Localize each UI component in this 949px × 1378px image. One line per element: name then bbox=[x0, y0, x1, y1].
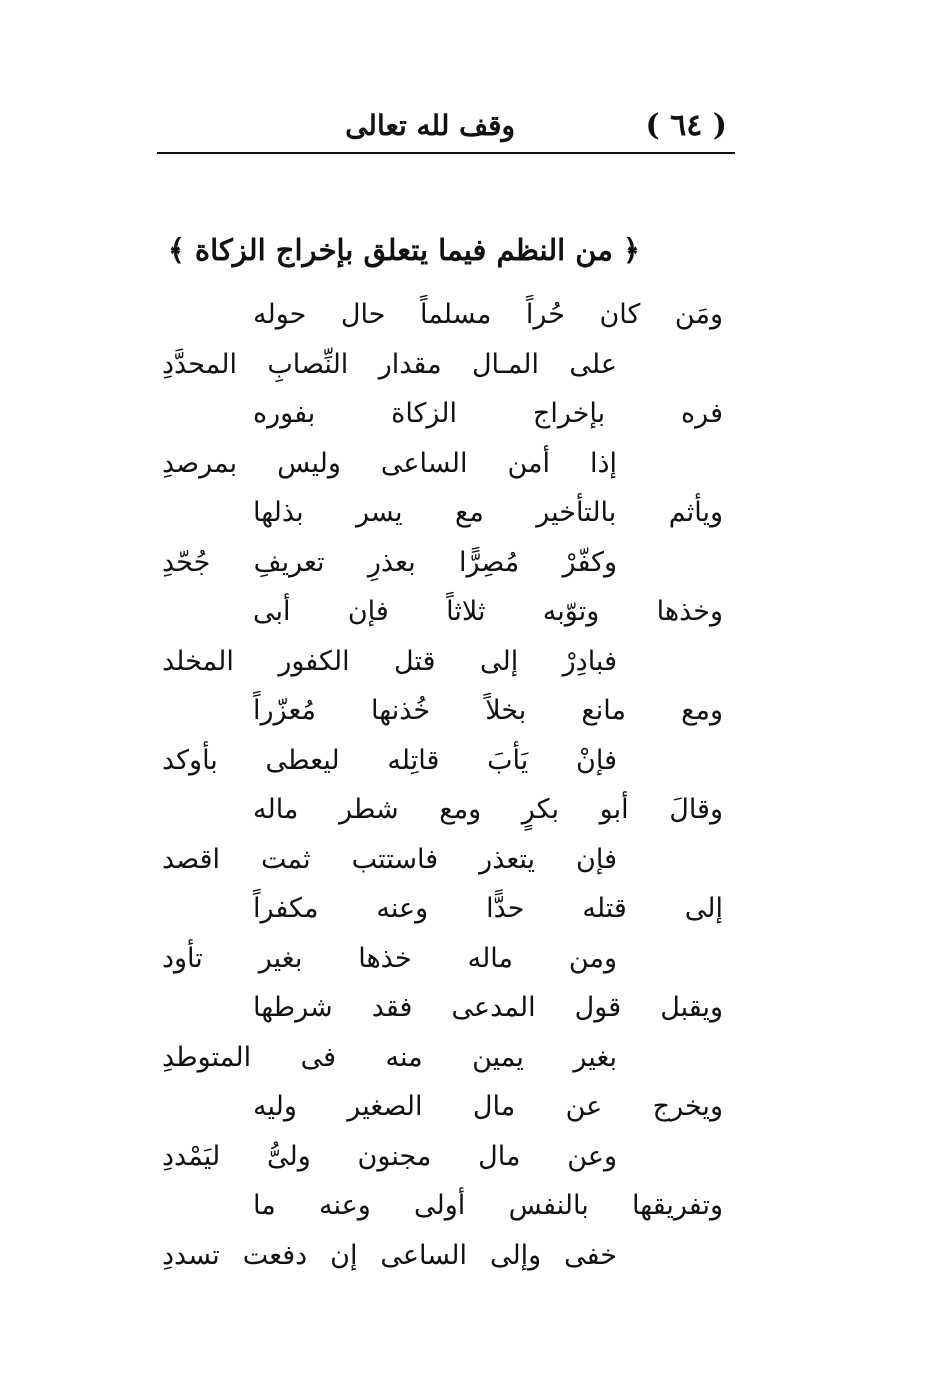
verse-text: خفى وإلى الساعى إن دفعت تسددِ bbox=[162, 1239, 617, 1271]
verse-text: ويخرج عن مال الصغير وليه bbox=[253, 1091, 723, 1122]
verse-line bbox=[160, 488, 735, 538]
verse-line bbox=[160, 637, 735, 687]
verse-text: ومَن كان حُراً مسلماً حال حوله bbox=[253, 299, 723, 330]
verse-text: إلى قتله حدًّا وعنه مكفراً bbox=[253, 893, 723, 924]
verse-line bbox=[160, 1132, 735, 1182]
verse-text: فره بإخراج الزكاة بفوره bbox=[253, 398, 723, 429]
verse-line bbox=[160, 934, 735, 984]
section-title: ﴿ من النظم فيما يتعلق بإخراج الزكاة ﴾ bbox=[167, 233, 640, 267]
verse-line bbox=[160, 340, 735, 390]
verse-text: وكفّرْ مُصِرًّا بعذرِ تعريفِ جُحّدِ bbox=[162, 546, 617, 578]
verse-text: بغير يمين منه فى المتوطدِ bbox=[162, 1041, 617, 1073]
verse-line bbox=[160, 884, 735, 934]
verse-line bbox=[160, 1231, 735, 1281]
verse-line bbox=[160, 1181, 735, 1231]
verse-line bbox=[160, 389, 735, 439]
verse-text: ويأثم بالتأخير مع يسر بذلها bbox=[253, 497, 723, 528]
header-rule bbox=[157, 152, 735, 154]
verse-line bbox=[160, 290, 735, 340]
verse-line bbox=[160, 736, 735, 786]
verse-text: فإنْ يَأبَ قاتِله ليعطى بأوكد bbox=[162, 744, 617, 776]
page-number: ( ٦٤ ) bbox=[645, 108, 727, 143]
verse-text: إذا أمن الساعى وليس بمرصدِ bbox=[162, 447, 617, 479]
verse-text: وتفريقها بالنفس أولى وعنه ما bbox=[253, 1190, 723, 1221]
verse-text: فبادِرْ إلى قتل الكفور المخلد bbox=[162, 645, 617, 677]
verse-line bbox=[160, 538, 735, 588]
verse-text: وعن مال مجنون ولىُّ ليَمْددِ bbox=[162, 1140, 617, 1172]
verse-line bbox=[160, 686, 735, 736]
verse-text: وخذها وتوّبه ثلاثاً فإن أبى bbox=[253, 596, 723, 627]
verse-line bbox=[160, 587, 735, 637]
verse-text: ومن ماله خذها بغير تأود bbox=[162, 942, 617, 974]
poem bbox=[160, 290, 735, 1280]
page-header bbox=[157, 100, 735, 152]
verse-text: ومع مانع بخلاً خُذنها مُعزّراً bbox=[253, 695, 723, 726]
verse-text: ويقبل قول المدعى فقد شرطها bbox=[253, 992, 723, 1023]
verse-line bbox=[160, 439, 735, 489]
verse-line bbox=[160, 1033, 735, 1083]
verse-line bbox=[160, 1082, 735, 1132]
verse-line bbox=[160, 785, 735, 835]
verse-line bbox=[160, 835, 735, 885]
verse-text: وقالَ أبو بكرٍ ومع شطر ماله bbox=[253, 794, 723, 825]
verse-text: على المـال مقدار النِّصابِ المحدَّدِ bbox=[162, 348, 617, 380]
running-title: وقف لله تعالى bbox=[345, 109, 515, 142]
verse-text: فإن يتعذر فاستتب ثمت اقصد bbox=[162, 843, 617, 875]
verse-line bbox=[160, 983, 735, 1033]
